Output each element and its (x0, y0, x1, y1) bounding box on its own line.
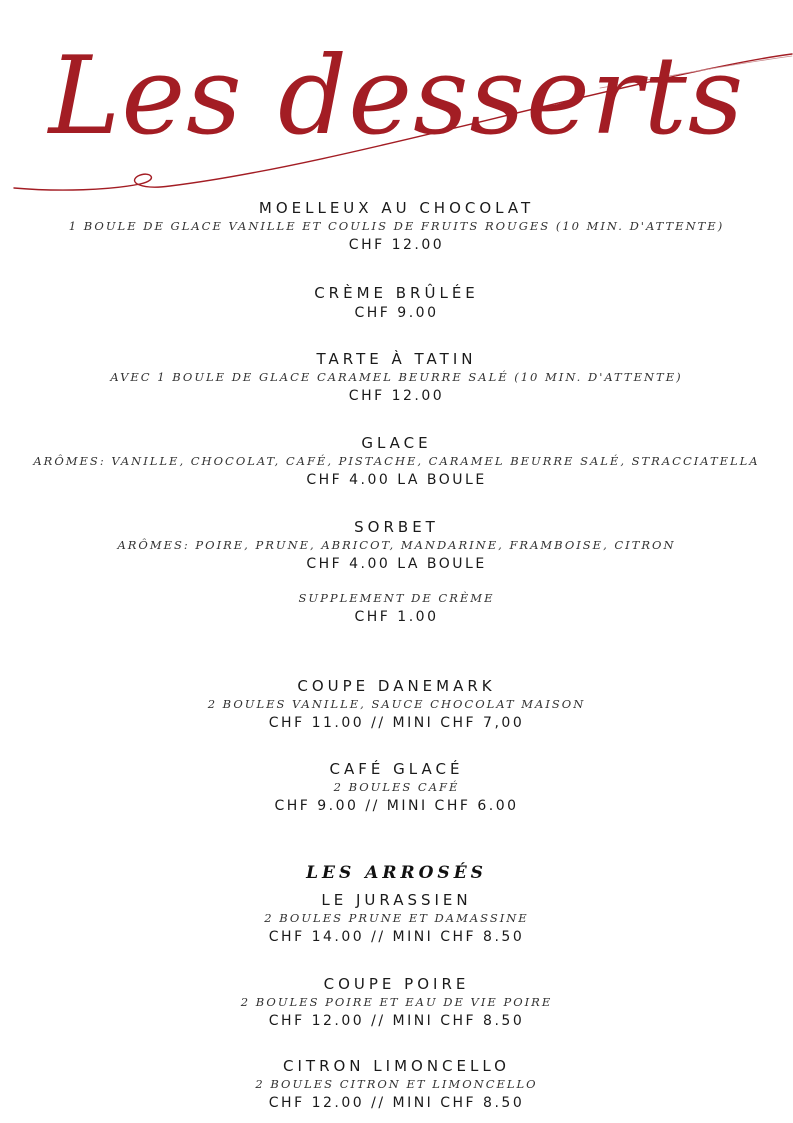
item-description: 2 BOULES PRUNE ET DAMASSINE (264, 911, 529, 925)
item-price: CHF 12.00 // MINI CHF 8.50 (268, 1095, 525, 1111)
item-name: GLACE (361, 434, 432, 452)
item-description: ARÔMES: VANILLE, CHOCOLAT, CAFÉ, PISTACHE, CARAMEL BEURRE SALÉ, STRACCIATELLA (33, 454, 760, 468)
item-description: SUPPLEMENT DE CRÈME (298, 591, 495, 605)
menu-item-supplement-creme (0, 590, 793, 627)
item-name: COUPE POIRE (323, 975, 470, 993)
item-name: CRÈME BRÛLÉE (314, 284, 479, 302)
item-name: CITRON LIMONCELLO (283, 1057, 510, 1075)
item-name: COUPE DANEMARK (297, 677, 496, 695)
menu-item-jurassien (0, 890, 793, 947)
header (0, 0, 793, 200)
menu-item-sorbet (0, 517, 793, 574)
item-name: LE JURASSIEN (321, 891, 472, 909)
item-price: CHF 4.00 LA BOULE (306, 472, 487, 488)
section-title-arroses: LES ARROSÉS (306, 863, 487, 883)
menu-item-citron-limoncello (0, 1056, 793, 1113)
menu-item-creme-brulee (0, 283, 793, 323)
menu-item-coupe-poire (0, 974, 793, 1031)
item-price: CHF 14.00 // MINI CHF 8.50 (268, 929, 525, 945)
menu-item-tarte-tatin (0, 349, 793, 406)
item-description: ARÔMES: POIRE, PRUNE, ABRICOT, MANDARINE, FRAMBOISE, CITRON (117, 538, 676, 552)
item-description: 2 BOULES VANILLE, SAUCE CHOCOLAT MAISON (207, 697, 586, 711)
page-title: Les desserts (48, 34, 745, 159)
item-description: AVEC 1 BOULE DE GLACE CARAMEL BEURRE SALÉ (10 MIN. D'ATTENTE) (110, 370, 683, 384)
item-description: 1 BOULE DE GLACE VANILLE ET COULIS DE FRUITS ROUGES (10 MIN. D'ATTENTE) (68, 219, 725, 233)
menu-item-coupe-danemark (0, 676, 793, 733)
menu-item-moelleux (0, 198, 793, 255)
item-name: TARTE À TATIN (316, 350, 477, 368)
item-description: 2 BOULES POIRE ET EAU DE VIE POIRE (240, 995, 553, 1009)
item-name: CAFÉ GLACÉ (329, 760, 464, 778)
item-price: CHF 12.00 // MINI CHF 8.50 (268, 1013, 525, 1029)
item-name: SORBET (354, 518, 439, 536)
menu-item-glace (0, 433, 793, 490)
item-price: CHF 9.00 // MINI CHF 6.00 (274, 798, 519, 814)
item-description: 2 BOULES CAFÉ (333, 780, 460, 794)
item-price: CHF 12.00 (348, 237, 445, 253)
item-price: CHF 9.00 (354, 305, 439, 321)
item-price: CHF 12.00 (348, 388, 445, 404)
item-price: CHF 11.00 // MINI CHF 7,00 (268, 715, 525, 731)
item-price: CHF 4.00 LA BOULE (306, 556, 487, 572)
menu-item-cafe-glace (0, 759, 793, 816)
item-name: MOELLEUX AU CHOCOLAT (258, 199, 535, 217)
item-price: CHF 1.00 (354, 609, 439, 625)
item-description: 2 BOULES CITRON ET LIMONCELLO (255, 1077, 538, 1091)
